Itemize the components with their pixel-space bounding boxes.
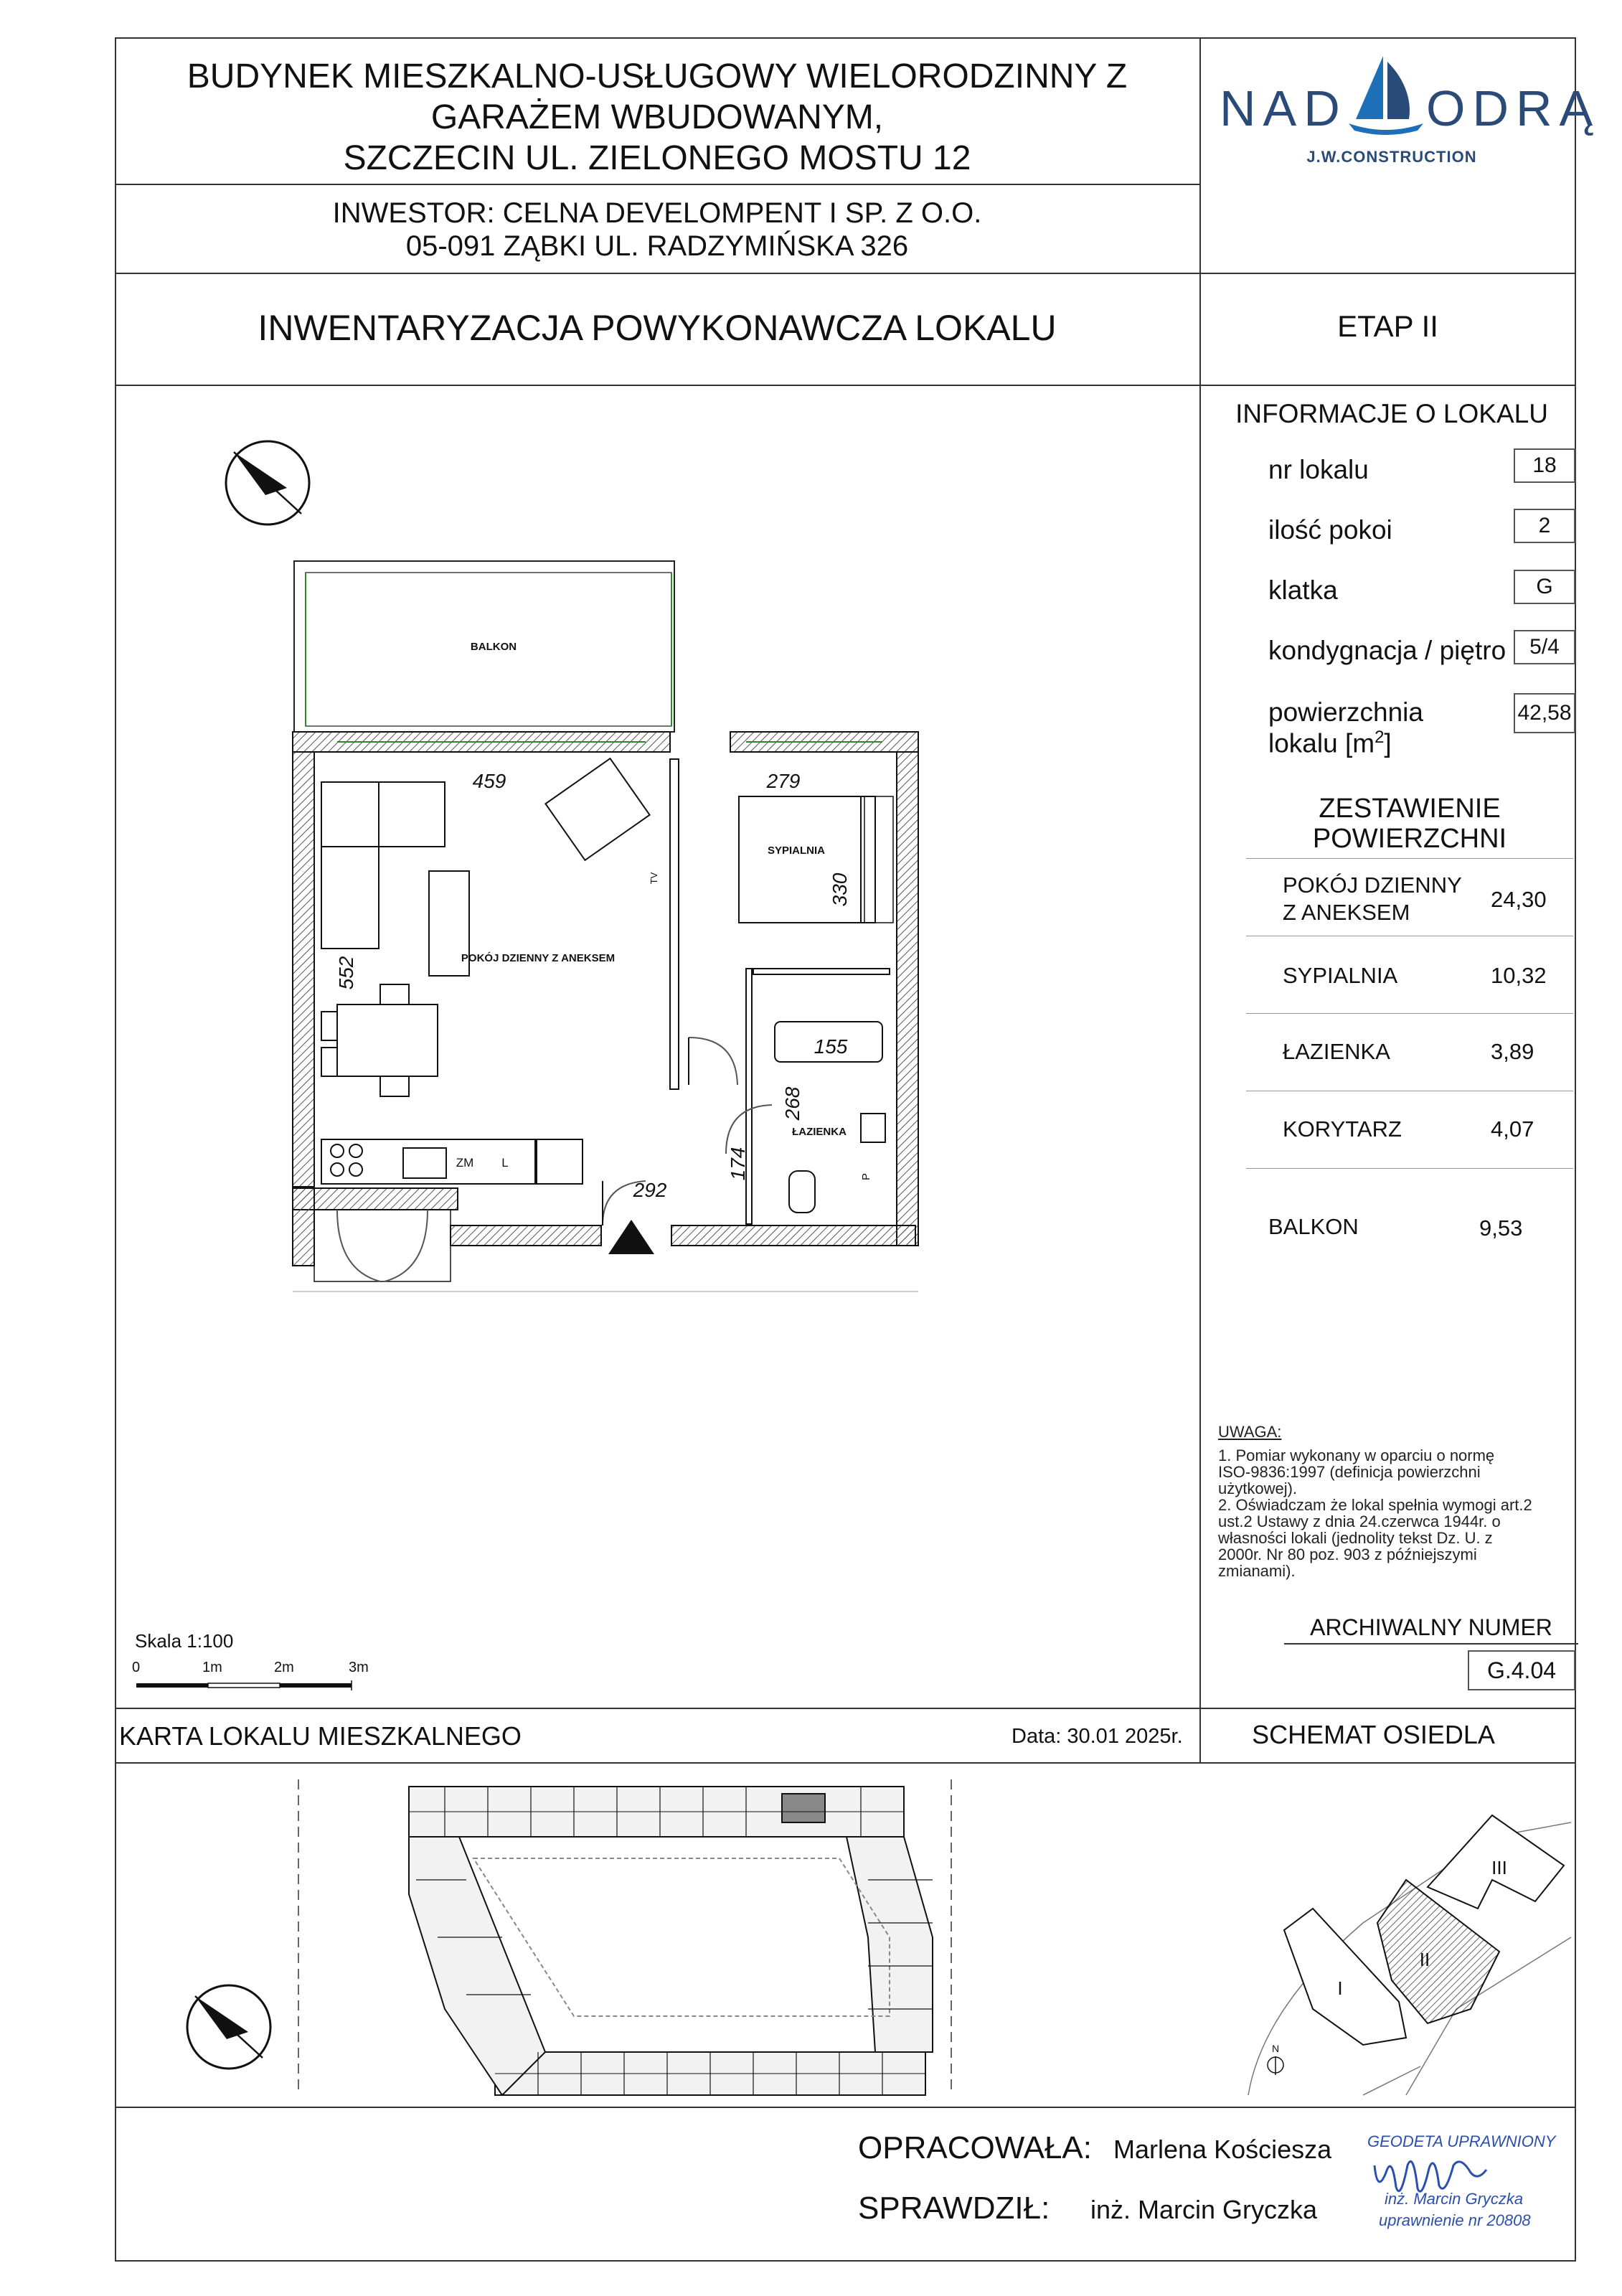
info-label-area-1: powierzchnia: [1268, 697, 1423, 727]
summary-value-balcony: 9,53: [1479, 1215, 1523, 1241]
stamp-license: uprawnienie nr 20808: [1379, 2211, 1531, 2229]
wall-bottom-mid: [451, 1225, 601, 1246]
dim-268: 268: [781, 1086, 803, 1121]
investor-line-1: INWESTOR: CELNA DEVELOMPENT I SP. Z O.O.: [332, 197, 982, 229]
info-label-area-sup: 2: [1375, 728, 1385, 747]
right-column-divider: [1199, 37, 1201, 1762]
prepared-name: Marlena Kościesza: [1113, 2135, 1332, 2164]
project-title-line-2: GARAŻEM WBUDOWANYM,: [430, 98, 884, 136]
label-zm: ZM: [456, 1156, 474, 1170]
info-title: INFORMACJE O LOKALU: [1235, 399, 1548, 428]
door-arc: [726, 1105, 772, 1154]
footer-bar-top: [115, 1708, 1576, 1709]
info-value-floor: 5/4: [1514, 630, 1575, 664]
info-label-area-2: [1268, 729, 1392, 756]
summary-value-bedroom: 10,32: [1491, 963, 1547, 988]
card-title: KARTA LOKALU MIESZKALNEGO: [119, 1721, 522, 1751]
dim-552: 552: [335, 956, 357, 990]
summary-line: [1246, 858, 1573, 859]
notes: [1218, 1424, 1532, 1579]
checked-label: SPRAWDZIŁ:: [858, 2191, 1050, 2226]
wall-bottom-left: [293, 1188, 458, 1210]
door-arc: [689, 1038, 737, 1085]
summary-room-living-2: Z ANEKSEM: [1283, 900, 1410, 925]
site-label-i: I: [1337, 1977, 1343, 1999]
summary-room-balcony: BALKON: [1268, 1214, 1359, 1239]
logo-text-left: NAD: [1220, 80, 1347, 136]
dim-155: 155: [814, 1035, 848, 1058]
project-title-line-3: SZCZECIN UL. ZIELONEGO MOSTU 12: [343, 139, 971, 177]
notes-line: 2. Oświadczam że lokal spełnia wymogi art.2: [1218, 1496, 1532, 1514]
label-tv: TV: [649, 872, 659, 885]
label-p: P: [860, 1172, 872, 1181]
notes-line: zmianami).: [1218, 1562, 1296, 1580]
footer-bar-bottom: [115, 1762, 1576, 1764]
notes-line: użytkowej).: [1218, 1479, 1298, 1497]
archive-underline: [1284, 1643, 1578, 1645]
logo-subtitle: J.W.CONSTRUCTION: [1306, 148, 1477, 166]
wall-right: [897, 752, 918, 1246]
project-title: [115, 56, 1199, 179]
notes-line: 1. Pomiar wykonany w oparciu o normę: [1218, 1446, 1495, 1464]
room-label-bathroom: ŁAZIENKA: [792, 1126, 847, 1138]
title-divider: [115, 184, 1199, 185]
schema-title: SCHEMAT OSIEDLA: [1252, 1720, 1495, 1749]
site-label-iii: III: [1491, 1857, 1507, 1878]
investor-divider: [115, 273, 1576, 274]
floor-plan: [287, 552, 933, 1299]
scale-tick-label: 2m: [274, 1660, 294, 1675]
notes-line: ust.2 Ustawy z dnia 24.czerwca 1944r. o: [1218, 1512, 1501, 1530]
entrance-marker: [608, 1220, 654, 1254]
summary-value-corridor: 4,07: [1491, 1116, 1534, 1142]
sink: [861, 1114, 885, 1142]
scale-tick-label: 0: [132, 1660, 141, 1675]
logo: [1220, 52, 1600, 174]
info-label-number: nr lokalu: [1268, 455, 1369, 484]
notes-title: UWAGA:: [1218, 1423, 1282, 1441]
notes-line: własności lokali (jednolity tekst Dz. U. z: [1218, 1529, 1493, 1547]
scale-bar: [135, 1679, 372, 1693]
info-label-floor: kondygnacja / piętro: [1268, 636, 1507, 665]
surveyor-stamp: [1363, 2130, 1571, 2237]
info-label-rooms: ilość pokoi: [1268, 515, 1392, 545]
info-value-rooms: 2: [1514, 509, 1575, 543]
summary-room-living-1: POKÓJ DZIENNY: [1283, 872, 1462, 898]
summary-line: [1246, 1168, 1573, 1169]
info-label-stair: klatka: [1268, 575, 1338, 605]
logo-text-right: ODRĄ: [1426, 80, 1600, 136]
north-arrow-icon: [182, 1980, 275, 2074]
sailboat-icon: [1346, 52, 1426, 138]
scale-tick-label: 3m: [349, 1660, 369, 1675]
dim-459: 459: [472, 770, 506, 792]
summary-value-living: 24,30: [1491, 887, 1547, 912]
summary-line: [1246, 1013, 1573, 1014]
doc-title-divider: [115, 385, 1576, 386]
dim-292: 292: [633, 1179, 667, 1201]
investor: [115, 197, 1199, 263]
toilet: [789, 1171, 815, 1213]
stamp-title: GEODETA UPRAWNIONY: [1367, 2132, 1556, 2150]
investor-line-2: 05-091 ZĄBKI UL. RADZYMIŃSKA 326: [405, 230, 909, 262]
summary-title-2: POWIERZCHNI: [1312, 824, 1507, 854]
wall-left: [293, 752, 314, 1187]
schema-bottom: [115, 2107, 1576, 2108]
info-label-area-close: ]: [1384, 728, 1392, 758]
info-value-stair: G: [1514, 570, 1575, 604]
checked-name: inż. Marcin Gryczka: [1090, 2195, 1318, 2224]
prepared-label: OPRACOWAŁA:: [858, 2130, 1092, 2165]
card-date: Data: 30.01 2025r.: [1012, 1725, 1183, 1748]
stamp-name: inż. Marcin Gryczka: [1385, 2190, 1524, 2208]
room-label-bedroom: SYPIALNIA: [767, 844, 826, 857]
north-arrow-icon: [221, 436, 314, 530]
notes-line: ISO-9836:1997 (definicja powierzchni: [1218, 1463, 1481, 1481]
dim-174: 174: [727, 1147, 749, 1181]
sofa: [321, 782, 445, 847]
project-title-line-1: BUDYNEK MIESZKALNO-USŁUGOWY WIELORODZINNY Z: [187, 57, 1128, 95]
archive-label: ARCHIWALNY NUMER: [1310, 1614, 1552, 1640]
notes-line: 2000r. Nr 80 poz. 903 z późniejszymi: [1218, 1545, 1477, 1563]
info-value-area: 42,58: [1514, 693, 1575, 733]
dining-table: [337, 1004, 438, 1076]
info-value-number: 18: [1514, 448, 1575, 483]
room-label-balcony: BALKON: [470, 641, 517, 653]
info-label-area-text: lokalu [m: [1268, 728, 1375, 758]
summary-room-corridor: KORYTARZ: [1283, 1116, 1402, 1142]
summary-room-bathroom: ŁAZIENKA: [1283, 1039, 1390, 1064]
wall-partition: [670, 759, 679, 1089]
wall-bottom-right: [671, 1225, 915, 1246]
armchair: [545, 758, 649, 860]
site-north-label: N: [1271, 2043, 1280, 2054]
dim-330: 330: [829, 872, 851, 907]
document-title: INWENTARYZACJA POWYKONAWCZA LOKALU: [258, 308, 1057, 348]
room-label-living: POKÓJ DZIENNY Z ANEKSEM: [461, 952, 616, 964]
building-schema: [287, 1772, 961, 2102]
scale-tick-label: 1m: [202, 1660, 222, 1675]
summary-value-bathroom: 3,89: [1491, 1039, 1534, 1064]
site-label-ii: II: [1419, 1949, 1430, 1970]
site-plan: [1220, 1772, 1571, 2102]
stage: ETAP II: [1337, 309, 1438, 343]
summary-room-bedroom: SYPIALNIA: [1283, 963, 1398, 988]
scale-label: Skala 1:100: [135, 1630, 234, 1652]
archive-value: G.4.04: [1468, 1650, 1575, 1690]
label-l: L: [501, 1156, 509, 1170]
bed: [739, 796, 875, 923]
dim-279: 279: [766, 770, 801, 792]
summary-title-1: ZESTAWIENIE: [1319, 794, 1501, 824]
